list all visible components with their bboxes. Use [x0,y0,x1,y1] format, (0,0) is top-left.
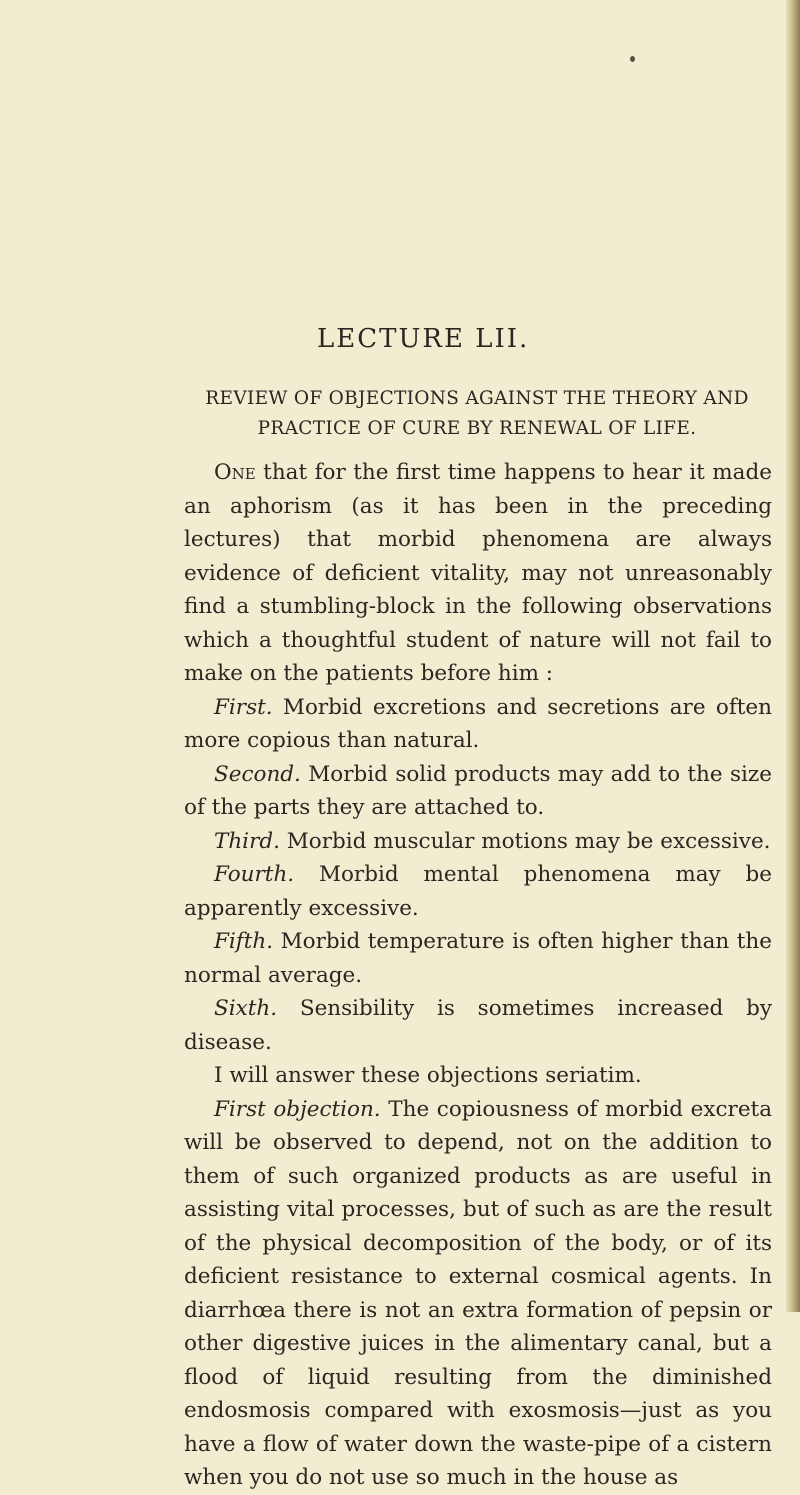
fifth-point-text: Morbid temperature is often higher than the normal average. [184,929,772,988]
sixth-point-label: Sixth. [214,996,278,1021]
body-text [184,456,772,1495]
subtitle-line-2: PRACTICE OF CURE BY RENEWAL OF LIFE. [257,418,697,439]
second-point-text: Morbid solid products may add to the size of the parts they are attached to. [184,761,772,820]
first-point-label: First. [214,694,273,720]
third-point-text: Morbid muscular motions may be excessive. [279,828,771,854]
sixth-point-text: Sensibility is sometimes increased by disease. [184,996,772,1055]
first-point-text: Morbid excretions and secretions are often more copious than natural. [184,694,772,753]
first-objection-text: The copiousness of morbid excreta will be observed to depend, not on the addition to them of such organized products as are useful in assisting vital processes, but of such as are the result of the physical decomposition of the body, or of its deficient resistance to external cosmical agents. In diarrhœa there is not an extra formation of pepsin or other digestive juices in the alimentary canal, but a flood of liquid resulting from the diminished endosmosis compared with exosmosis—just as you have a flow of water down the waste-pipe of a cistern when you do not use so much in the house as [184,1096,773,1490]
sixth-point-paragraph [184,992,772,1059]
fourth-point-label: Fourth. [214,862,295,887]
lecture-subtitle [182,384,772,444]
third-point-paragraph [184,825,772,859]
fourth-point-text: Morbid mental phenomena may be apparently excessive. [184,862,772,921]
intro-paragraph [184,456,772,691]
ink-speck [630,56,635,62]
fifth-point-paragraph [184,925,772,992]
first-objection-paragraph [184,1093,772,1495]
first-objection-label: First objection. [214,1096,381,1122]
third-point-label: Third. [214,828,280,854]
first-point-paragraph [184,691,772,758]
intro-lead-word: One [214,460,256,485]
subtitle-line-1: REVIEW OF OBJECTIONS AGAINST THE THEORY AND [205,388,749,409]
intro-text: that for the first time happens to hear it made an aphorism (as it has been in the preceding lectures) that morbid phenomena are always evidence of deficient vitality, may not unreasonably find a stumbling-block in the following observations which a thoughtful student of nature will not fail to make on the patients before him : [184,460,772,686]
fourth-point-paragraph [184,858,772,925]
answer-paragraph: I will answer these objections seriatim. [214,1063,642,1088]
page-edge-shadow [786,0,800,1312]
second-point-paragraph [184,758,772,825]
lecture-title: LECTURE LII. [317,324,530,354]
fifth-point-label: Fifth. [214,929,274,954]
second-point-label: Second. [214,761,301,787]
